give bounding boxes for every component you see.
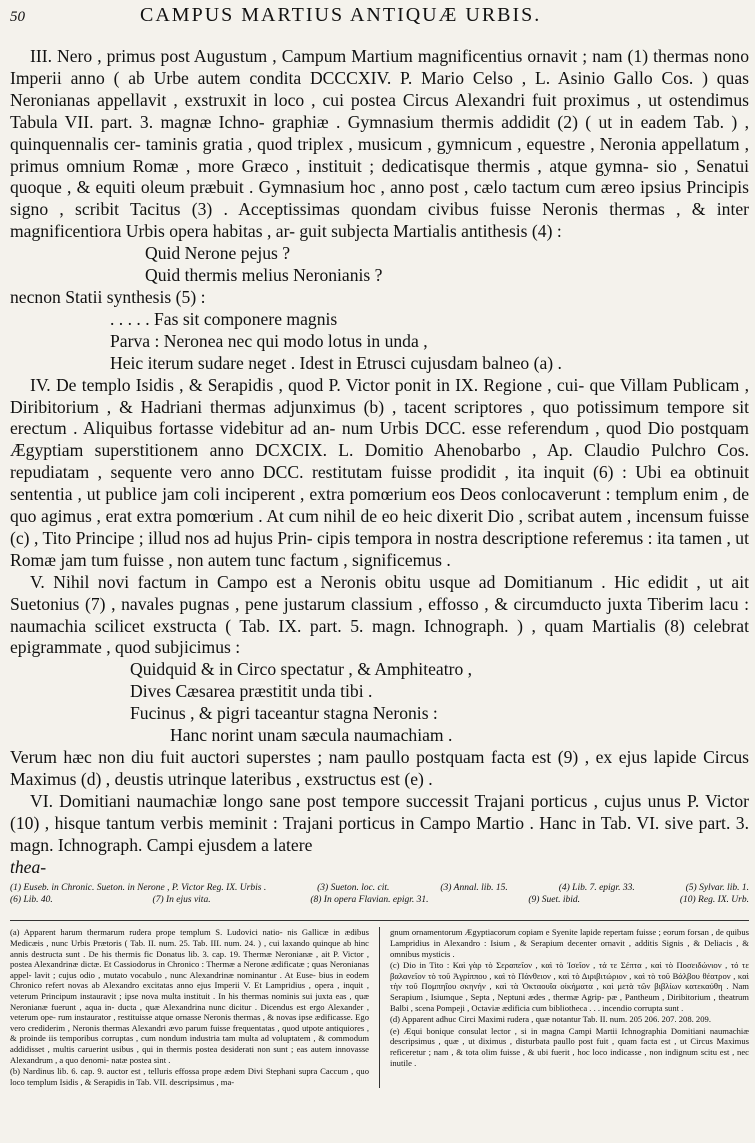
verse-line: Dives Cæsarea præstitit unda tibi .: [130, 681, 373, 702]
text-line: anno DCC. restitutam fuisse prodidit , ita inquit (6) : Ubi ea obtinuit sententia , ut: [10, 462, 749, 505]
text-line: nam (1) thermas nono Imperii anno ( ab Urbe autem condita DCCCXIV. P. Mario: [10, 46, 749, 88]
footnote: (8) In opera Flavian. epigr. 31.: [310, 895, 429, 906]
text-line: necnon Statii synthesis (5) :: [10, 286, 206, 307]
footnote: (3) Annal. lib. 15.: [440, 883, 508, 894]
note-e: (e) Æqui bonique consulat lector , si in magna Campi Martii Ichnographia Domitiani naumachiæ descripsimus , quæ , ut diximus , disturbata paullo post fuit , quam facta est , ut Circus Maximus reficeretur ; nam , & tota olim fuisse , & ubi fuerit , hoc loco indicasse , non indignum scitu est , nec inutile .: [390, 1025, 749, 1068]
note-d: (d) Apparent adhuc Circi Maximi rudera , quæ notantur Tab. II. num. 205 206. 207. 208. 209.: [390, 1014, 711, 1025]
paragraph-v-end: [10, 747, 749, 791]
footnote: (10) Reg. IX. Urb.: [679, 895, 749, 906]
text-line: publice jam coli inciperent , extra pomœrium eos Deos conlocaverunt : templum: [105, 484, 683, 505]
text-line: que Villam Publicam , Diribitorium , & Hadriani thermas adjunximus (b) , tacent: [10, 374, 749, 417]
text-line: VI. Domitiani naumachiæ longo sane post tempore successit Trajani porticus ,: [30, 790, 605, 811]
text-line: & circumducto juxta Tiberim lacu : naumachia scilicet exstructa ( Tab. IX. part. 5.: [10, 593, 749, 636]
text-line: III. Nero , primus post Augustum , Campum Martium magnificentius ornavit ;: [30, 46, 593, 66]
text-line: cipis tempora in nostra descriptione referemus : ita tamen , ut Romæ jam tum: [10, 527, 749, 570]
text-line: Celso , L. Asinio Gallo Cos. ) quas Neronianas appellavit , exstruxit in loco , cui postea: [10, 67, 749, 110]
text-line: ejus lapide Circus Maximus (d) , deustis utrinque lateribus , exstructus est (e) .: [10, 747, 750, 789]
text-line: IV. De templo Isidis , & Serapidis , quod P. Victor ponit in IX. Regione , cui-: [30, 374, 590, 395]
verse-line: Quidquid & in Circo spectatur , & Amphiteatro ,: [130, 659, 473, 680]
text-line: primus omnium Romæ , more Græco , instituit ; dedicatisque thermis , atque gymna-: [10, 155, 657, 176]
main-text: [10, 46, 749, 878]
notes-left-column: [10, 927, 369, 1088]
text-line: enim , de quo agimus , erat extra pomœrium . At cum nihil de eo heic dixerit: [10, 484, 749, 527]
text-line: Verum hæc non diu fuit auctori superstes ; nam paullo postquam facta est (9) , ex: [10, 747, 619, 767]
text-line: num Urbis DCC. esse referendum , quod Dio postquam Ægyptiam superstitionem anno: [10, 418, 749, 461]
verse-line: Parva : Neronea nec qui modo lotus in unda ,: [110, 330, 428, 351]
footnote-row: [10, 882, 749, 894]
footnote: (4) Lib. 7. epigr. 33.: [558, 883, 635, 894]
column-divider: [379, 927, 380, 1088]
text-line: Martio . Hanc in Tab. VI. sive part. 3. magn. Ichnograph. Campi ejusdem a latere: [10, 812, 749, 855]
text-line: V. Nihil novi factum in Campo est a Neronis obitu usque ad Domitianum .: [30, 571, 615, 592]
lettered-notes: [10, 927, 749, 1088]
page-header: [10, 4, 749, 30]
footnote: (5) Sylvar. lib. 1.: [685, 883, 749, 894]
note-c: (c) Dio in Tito : Καὶ γὰρ τὸ Σεραπεῖον , καὶ τὸ Ἰσεῖον , τά τε Σέπτα , καὶ τὸ Ποσειδώνιον , τό τε βαλανεῖον τὸ τοῦ Ἀγρίππου , καὶ τὸ Πάνθειον , καὶ τὸ Διριβιτώριον , καὶ τὸ τοῦ Βάλβου θέατρον , καὶ τὴν τοῦ Πομπηΐου σκηνήν , καὶ τὰ Ὀκταουΐα οἰκήματα , καὶ μετὰ τῶν βιβλίων κατεκαύθη . Nam Serapium , Isiumque , Septa , Neptuni ædes , thermæ Agrip- pæ , Pantheum , Diribitorium , theatrum Balbi , scena Pompeji , Octaviæ ædificia cum bibliotheca . . . incendio corrupta sunt .: [390, 960, 749, 1013]
page-number: 50: [10, 9, 25, 25]
verse-line: Heic iterum sudare neget . Idest in Etrusci cujusdam balneo (a) .: [110, 352, 562, 373]
divider: [10, 920, 749, 921]
text-line: tactum cum æreo ipsius Principis signo , scribit Tacitus (3) . Acceptissimas quondam: [10, 177, 749, 220]
text-line: Hic edidit , ut ait Suetonius (7) , navales pugnas , pene justarum classium , effosso ,: [10, 571, 749, 614]
verse-line: . . . . . Fas sit componere magnis: [110, 308, 338, 329]
numbered-footnotes: [10, 882, 749, 906]
footnote: (3) Sueton. loc. cit.: [317, 883, 390, 894]
text-line: scriptores , quo potissimum tempore sit erectum . Aliquibus fortasse videbitur ad an-: [10, 396, 749, 439]
paragraph-iii: [10, 46, 749, 243]
text-line: cujus unus P. Victor (10) , hisque tantum verbis meminit : Trajani porticus in Campo: [10, 790, 750, 833]
note-b-cont: gnum ornamentorum Ægyptiacorum copiam e Syenite lapide repertam fuisse ; eorum forsan , de quibus Lampridius in Alexandro : Isium , & Serapium decenter ornavit , additis Signis , & Deliacis , & omnibus mysticis .: [390, 927, 749, 959]
text-line: DCXCIX. L. Domitio Ahenobarbo , Ap. Claudio Pulchro Cos. repudiatam , sequente vero: [10, 440, 750, 483]
note-b: (b) Nardinus lib. 6. cap. 9. auctor est , telluris effossa prope ædem Divi Stephani supra Caccum , quo loco templum Isidis , & Serapidis in Tab. VII. descripsimus , ma-: [10, 1066, 369, 1087]
verse-line: Fucinus , & pigri taceantur stagna Neronis :: [130, 703, 438, 724]
verse-line: Hanc norint unam sæcula naumachiam .: [170, 725, 453, 746]
text-line: civibus fuisse Neronis thermas , & inter magnificentiora Urbis opera habitas , ar-: [10, 199, 749, 242]
text-line: guit subjecta Martialis antithesis (4) :: [299, 221, 562, 242]
verse-line: Quid thermis melius Neronianis ?: [145, 265, 383, 286]
notes-right-column: [390, 927, 749, 1088]
text-line: Circus Alexandri fuit proximus , ut ostendimus Tabula VII. part. 3. magnæ Ichno-: [10, 89, 749, 132]
text-line: taminis gratia , quod triplex , musicum , gymnicum , equestre , Neronia appellatum ,: [145, 133, 749, 154]
running-title: CAMPUS MARTIUS ANTIQUÆ URBIS.: [140, 4, 542, 26]
text-line: Dio , scribat autem , incensum fuisse (c) , Tito Principe ; illud nos ad hujus Prin-: [10, 506, 750, 548]
text-line: sio , Senatui quoque , & equiti oleum præbuit . Gymnasium hoc , anno post , cælo: [10, 155, 749, 198]
note-a: (a) Apparent harum thermarum rudera prope templum S. Ludovici natio- nis Gallicæ in ædibus Medicæis , nunc Urbis Prætoris ( Tab. II. num. 25. Tab. III. num. 24. ) , cui laxando quinque ab hinc annis destructa sunt . De his thermis fic Donatus lib. 3. cap. 19. Thermæ Neronianæ , ait P. Victor , postea Alexandrinæ dictæ. Et Cassiodorus in Chronico : Thermæ a Nerone ædificatæ ; quas Neronianas appel- lavit ; cujus odio , mutato vocabulo , nunc Alexandrinæ nominantur . At Euse- bius in eodem Chronico refert novas ab Alexandro excitatas anno ejus Imperii V. Et Lampridius , opera , inquit , veterum Principum instauravit ; ipse nova multa instituit . In his thermas nominis sui juxta eas , quæ Neronianæ fuerunt , aqua in- ducta , quæ Alexandrina nunc dicitur . Dicendus est ergo Alexander , veterum ope- rum instaurator , restituisse atque ornasse Neronis thermas , & novas ipse ædificasse. Ego vero crediderim , Neronis thermas Alexandri ævo parum fuisse frequentatas , quod utpote antiquiores , & proinde iis temporibus corruptas , cum nondum industria tam multa ad voluptatem , & commodum addidisset , multis caruerint usibus , qui in thermis postea desiderati non sunt ; eas autem innovasse Alexandrum , a quo denomi- natæ postea sint .: [10, 927, 369, 1065]
paragraph-iv: [10, 375, 749, 572]
paragraph-vi: [10, 791, 749, 857]
paragraph-v: [10, 572, 749, 660]
text-line: magn. Ichnograph. ) , quam Martialis (8) celebrat epigrammate , quod subjicimus :: [10, 615, 749, 658]
footnote: (6) Lib. 40.: [10, 895, 53, 906]
text-line: fuisse , non autem tunc factum , significemus .: [122, 549, 451, 570]
catchword: thea-: [10, 856, 47, 877]
footnote: (9) Suet. ibid.: [528, 895, 581, 906]
footnote-row: [10, 894, 749, 906]
text-line: graphiæ . Gymnasium thermis addidit (2) ( ut in eadem Tab. ) , quinquennalis cer-: [10, 111, 750, 154]
verse-line: Quid Nerone pejus ?: [145, 243, 291, 264]
footnote: (1) Euseb. in Chronic. Sueton. in Nerone , P. Victor Reg. IX. Urbis .: [10, 883, 267, 894]
footnote: (7) In ejus vita.: [152, 895, 211, 906]
